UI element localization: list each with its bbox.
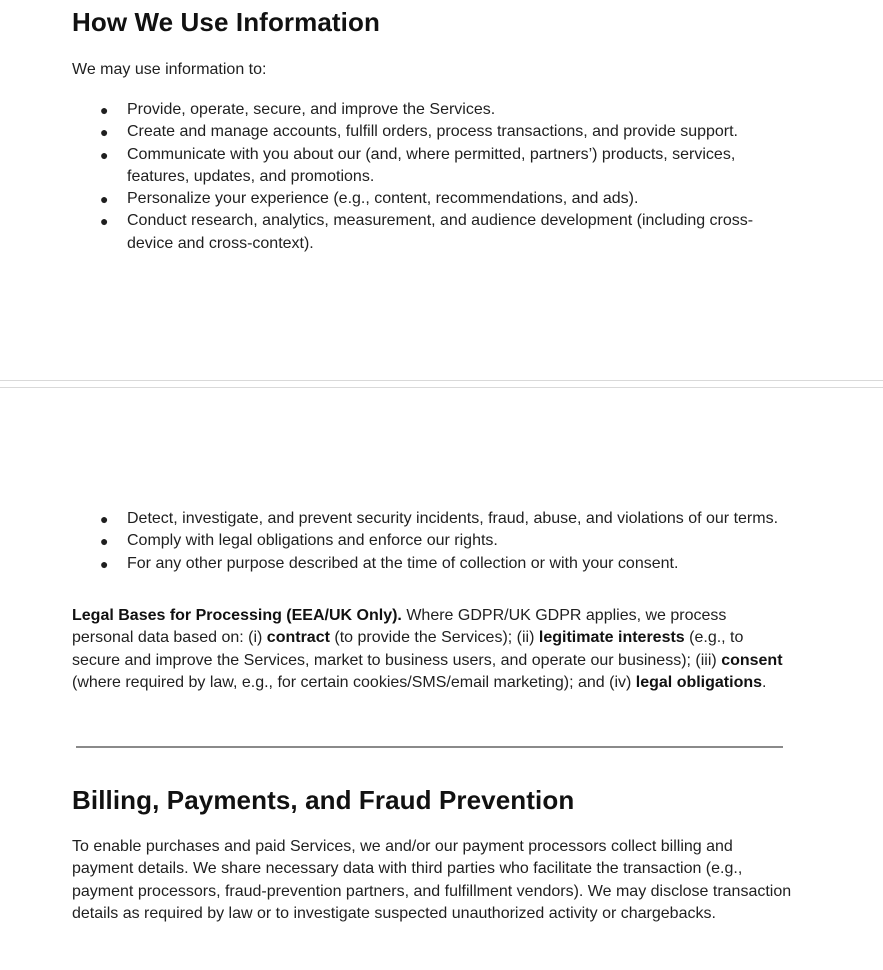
list-item: [72, 553, 792, 575]
use-bullet-list-page-1: [72, 99, 792, 255]
bullet-icon: ●: [100, 146, 109, 163]
page-break: [0, 380, 883, 388]
list-item: [72, 210, 792, 255]
billing-paragraph: To enable purchases and paid Services, we and/or our payment processors collect billing and payment details. We share necessary data with third parties who facilitate the transaction (e.g., payment processors, fraud-prevention partners, and fulfillment vendors). We may disclose transaction details as required by law or to investigate suspected unauthorized activity or chargebacks.: [72, 838, 792, 922]
bullet-icon: ●: [100, 511, 109, 527]
legal-text: Where GDPR/UK GDPR applies, we process personal data based on: (i): [72, 607, 727, 647]
list-item: [72, 144, 792, 189]
legal-bases-heading: Legal Bases for Processing (EEA/UK Only).: [72, 607, 402, 624]
legal-term-legitimate-interests: legitimate interests: [538, 629, 685, 647]
legal-term-legal-obligations: legal obligations: [635, 673, 763, 691]
list-item-text: Comply with legal obligations and enforce our rights.: [127, 532, 498, 550]
list-item: [72, 530, 792, 552]
list-item: [72, 188, 792, 210]
list-item: [72, 508, 792, 530]
list-item-text: Create and manage accounts, fulfill orders, process transactions, and provide support.: [127, 123, 738, 141]
legal-text: (where required by law, e.g., for certain cookies/SMS/email marketing); and (iv): [72, 673, 636, 691]
use-bullet-list-page-2: [72, 508, 792, 575]
bullet-icon: ●: [100, 555, 109, 572]
legal-text: .: [762, 673, 767, 691]
bullet-icon: ●: [100, 102, 109, 118]
list-item: [72, 121, 792, 143]
document-page-1: [0, 0, 883, 380]
section-heading-how-we-use: How We Use Information: [72, 7, 380, 37]
legal-term-contract: contract: [266, 629, 330, 647]
document-page-2: [0, 388, 883, 970]
legal-term-consent: consent: [721, 651, 783, 669]
horizontal-divider: [76, 746, 783, 748]
list-item-text: Conduct research, analytics, measurement, and audience development (including cross-device and cross-context).: [127, 212, 754, 252]
list-item-text: Provide, operate, secure, and improve the Services.: [127, 101, 496, 118]
list-item-text: Personalize your experience (e.g., content, recommendations, and ads).: [127, 190, 639, 208]
list-item: [72, 99, 792, 121]
section-heading-billing: Billing, Payments, and Fraud Prevention: [72, 785, 575, 815]
list-item-text: Communicate with you about our (and, where permitted, partners’) products, services, features, updates, and promotions.: [127, 145, 736, 185]
legal-text: (to provide the Services); (ii): [329, 629, 539, 647]
bullet-icon: ●: [100, 213, 109, 230]
intro-paragraph: We may use information to:: [72, 61, 267, 78]
bullet-icon: ●: [100, 191, 109, 208]
bullet-icon: ●: [100, 533, 109, 550]
legal-bases-paragraph: [72, 605, 792, 694]
list-item-text: For any other purpose described at the time of collection or with your consent.: [127, 554, 679, 572]
bullet-icon: ●: [100, 124, 109, 141]
legal-text: (e.g., to secure and improve the Services, market to business users, and operate our business); (iii): [72, 629, 744, 669]
list-item-text: Detect, investigate, and prevent security incidents, fraud, abuse, and violations of our terms.: [127, 510, 779, 527]
